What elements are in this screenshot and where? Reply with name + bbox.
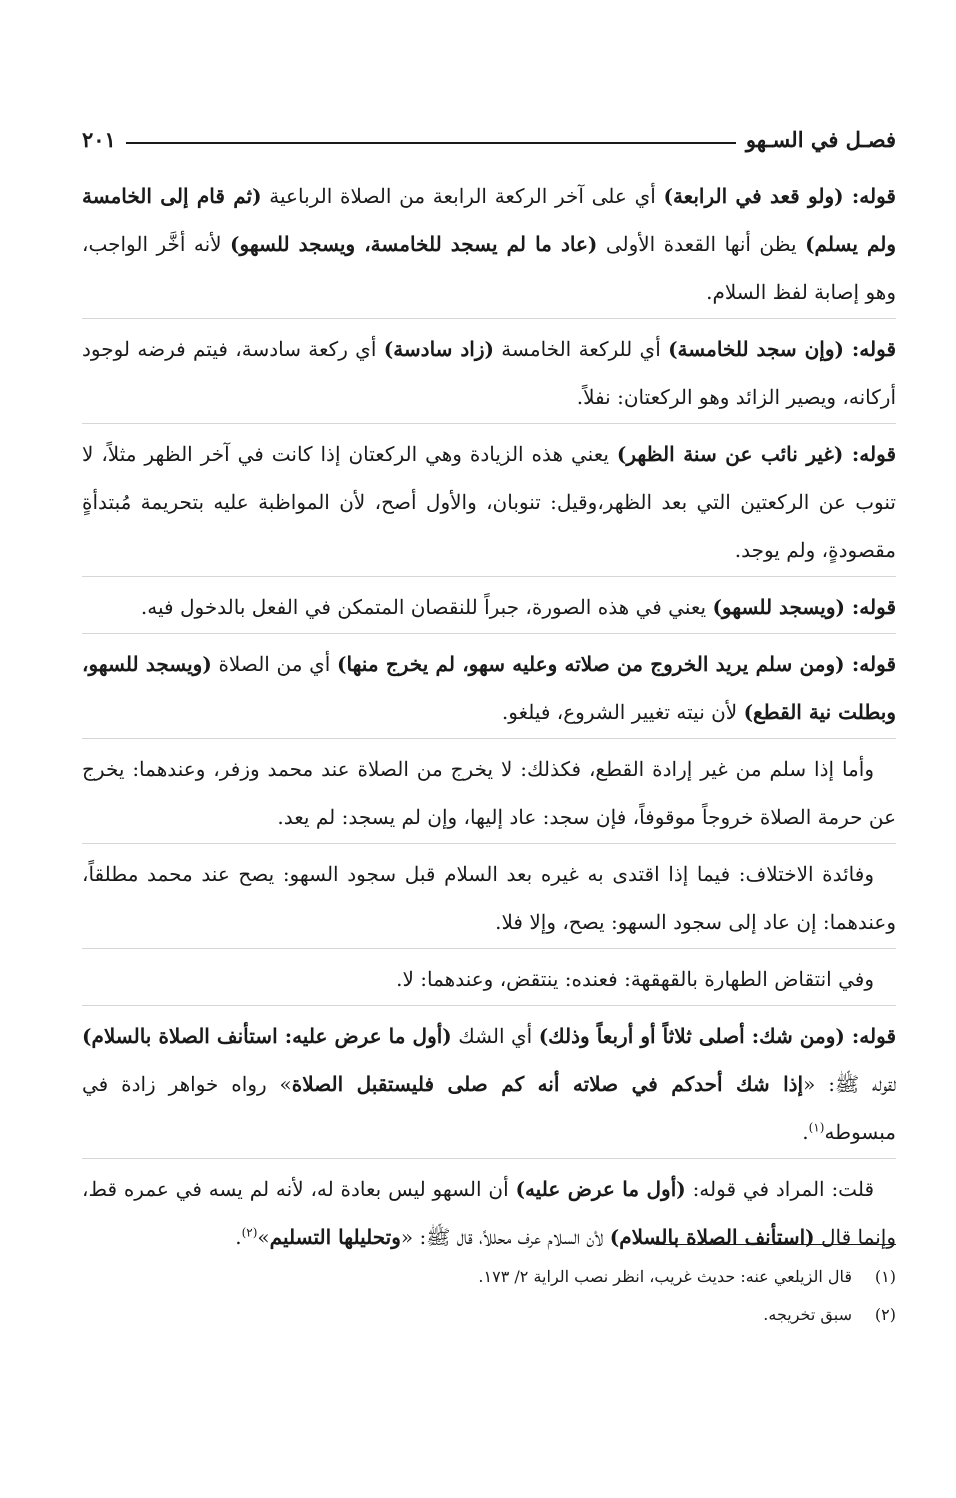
text-run: . xyxy=(802,1120,809,1144)
text-run: لقوله ﷺ: « xyxy=(803,1072,897,1096)
bold-text: (وإن سجد للخامسة) xyxy=(668,337,852,361)
footnote-text: سبق تخريجه. xyxy=(763,1305,852,1324)
text-run: » xyxy=(257,1225,270,1249)
bold-text: (ولو قعد في الرابعة) xyxy=(663,184,852,208)
header-rule xyxy=(126,142,736,144)
bold-text: (ثم قام إلى الخامسة ولم يسلم) xyxy=(82,184,897,256)
bold-text: (ويسجد للسهو) xyxy=(712,595,852,619)
text-run: وفي انتقاض الطهارة بالقهقهة: فعنده: ينتقض، وعندهما: لا. xyxy=(396,967,874,991)
bold-text: (زاد سادسة) xyxy=(383,337,494,361)
paragraph xyxy=(82,172,896,319)
footnote-rule xyxy=(656,1244,896,1245)
text-run: قلت: المراد في قوله: xyxy=(685,1177,875,1201)
paragraph xyxy=(82,583,896,634)
bold-text: (ومن سلم يريد الخروج من صلاته وعليه سهو، لم يخرج منها) xyxy=(337,652,852,676)
bold-text: قوله: xyxy=(851,652,896,676)
footnotes xyxy=(82,1258,896,1334)
paragraph xyxy=(82,745,896,844)
bold-text: (غير نائب عن سنة الظهر) xyxy=(616,442,852,466)
paragraph xyxy=(82,325,896,424)
text-run: وأما إذا سلم من غير إرادة القطع، فكذلك: لا يخرج من الصلاة عند محمد وزفر، وعندهما: يخرج عن حرمة الصلاة خروجاً موقوفاً، فإن سجد: عاد إليها، وإن لم يسجد: لم يعد. xyxy=(82,757,896,829)
text-run: يظن أنها القعدة الأولى xyxy=(597,232,806,256)
text-run: » رواه خواهر زادة في مبسوطه xyxy=(82,1072,896,1144)
footnote-text: قال الزيلعي عنه: حديث غريب، انظر نصب الراية ٢/ ١٧٣. xyxy=(478,1267,852,1286)
bold-text: وتحليلها التسليم xyxy=(269,1225,401,1249)
text-run: أي ركعة سادسة، فيتم فرضه لوجود أركانه، ويصير الزائد وهو الركعتان: نفلاً. xyxy=(82,337,896,409)
bold-text: إذا شك أحدكم في صلاته أنه كم صلى فليستقبل الصلاة xyxy=(291,1072,804,1096)
bold-text: (أول ما عرض عليه) xyxy=(515,1177,686,1201)
text-run: . xyxy=(235,1225,242,1249)
text-run: لأنه أخَّر الواجب، وهو إصابة لفظ السلام. xyxy=(82,232,896,304)
bold-text: (أول ما عرض عليه: استأنف الصلاة بالسلام) xyxy=(82,1024,452,1048)
footnote-mark: (١) xyxy=(874,1267,896,1286)
bold-text: (ويسجد للسهو، وبطلت نية القطع) xyxy=(82,652,896,724)
chapter-title: فصـل في السـهو xyxy=(745,127,896,152)
running-header xyxy=(82,118,896,152)
text-run: يعني هذه الزيادة وهي الركعتان إذا كانت في آخر الظهر مثلاً، لا تنوب عن الركعتين التي بعد الظهر،وقيل: تنوبان، والأول أصح، لأن المواظبة عليه بتحريمة مُبتدأةٍ مقصودةٍ، ولم يوجد. xyxy=(82,442,896,562)
paragraph xyxy=(82,955,896,1006)
footnote-1 xyxy=(82,1258,896,1296)
bold-text: (استأنف الصلاة بالسلام) xyxy=(609,1225,815,1249)
bold-text: قوله: xyxy=(851,337,896,361)
text-run: لأن السلام عرف محللاً، قال ﷺ: « xyxy=(400,1225,610,1249)
footnote-2 xyxy=(82,1296,896,1334)
text-run: أي على آخر الركعة الرابعة من الصلاة الرباعية xyxy=(261,184,664,208)
text-run: وفائدة الاختلاف: فيما إذا اقتدى به غيره بعد السلام قبل سجود السهو: يصح عند محمد مطلقاً، وعندهما: إن عاد إلى سجود السهو: يصح، وإلا فلا. xyxy=(82,862,896,934)
bold-text: قوله: xyxy=(851,1024,896,1048)
footnote-mark: (٢) xyxy=(874,1305,896,1324)
bold-text: قوله: xyxy=(851,442,896,466)
bold-text: قوله: xyxy=(851,595,896,619)
footnote-ref: (٢) xyxy=(241,1225,258,1240)
paragraph xyxy=(82,850,896,949)
text-run: أي من الصلاة xyxy=(211,652,338,676)
paragraph xyxy=(82,430,896,577)
text-run: يعني في هذه الصورة، جبراً للنقصان المتمكن في الفعل بالدخول فيه. xyxy=(140,595,713,619)
text-run: أن السهو ليس بعادة له، لأنه لم يسه في عمره قط، وإنما قال xyxy=(82,1177,896,1249)
paragraph xyxy=(82,640,896,739)
paragraph xyxy=(82,1165,896,1261)
text-run: أي الشك xyxy=(451,1024,539,1048)
text-run: أي للركعة الخامسة xyxy=(493,337,669,361)
page-number: ٢٠١ xyxy=(82,127,116,152)
bold-text: (عاد ما لم يسجد للخامسة، ويسجد للسهو) xyxy=(230,232,598,256)
paragraph xyxy=(82,1012,896,1159)
bold-text: (ومن شك: أصلى ثلاثاً أو أربعاً وذلك) xyxy=(538,1024,852,1048)
main-text xyxy=(82,172,896,1267)
bold-text: قوله: xyxy=(851,184,896,208)
footnote-ref: (١) xyxy=(808,1120,825,1135)
text-run: لأن نيته تغيير الشروع، فيلغو. xyxy=(501,700,744,724)
